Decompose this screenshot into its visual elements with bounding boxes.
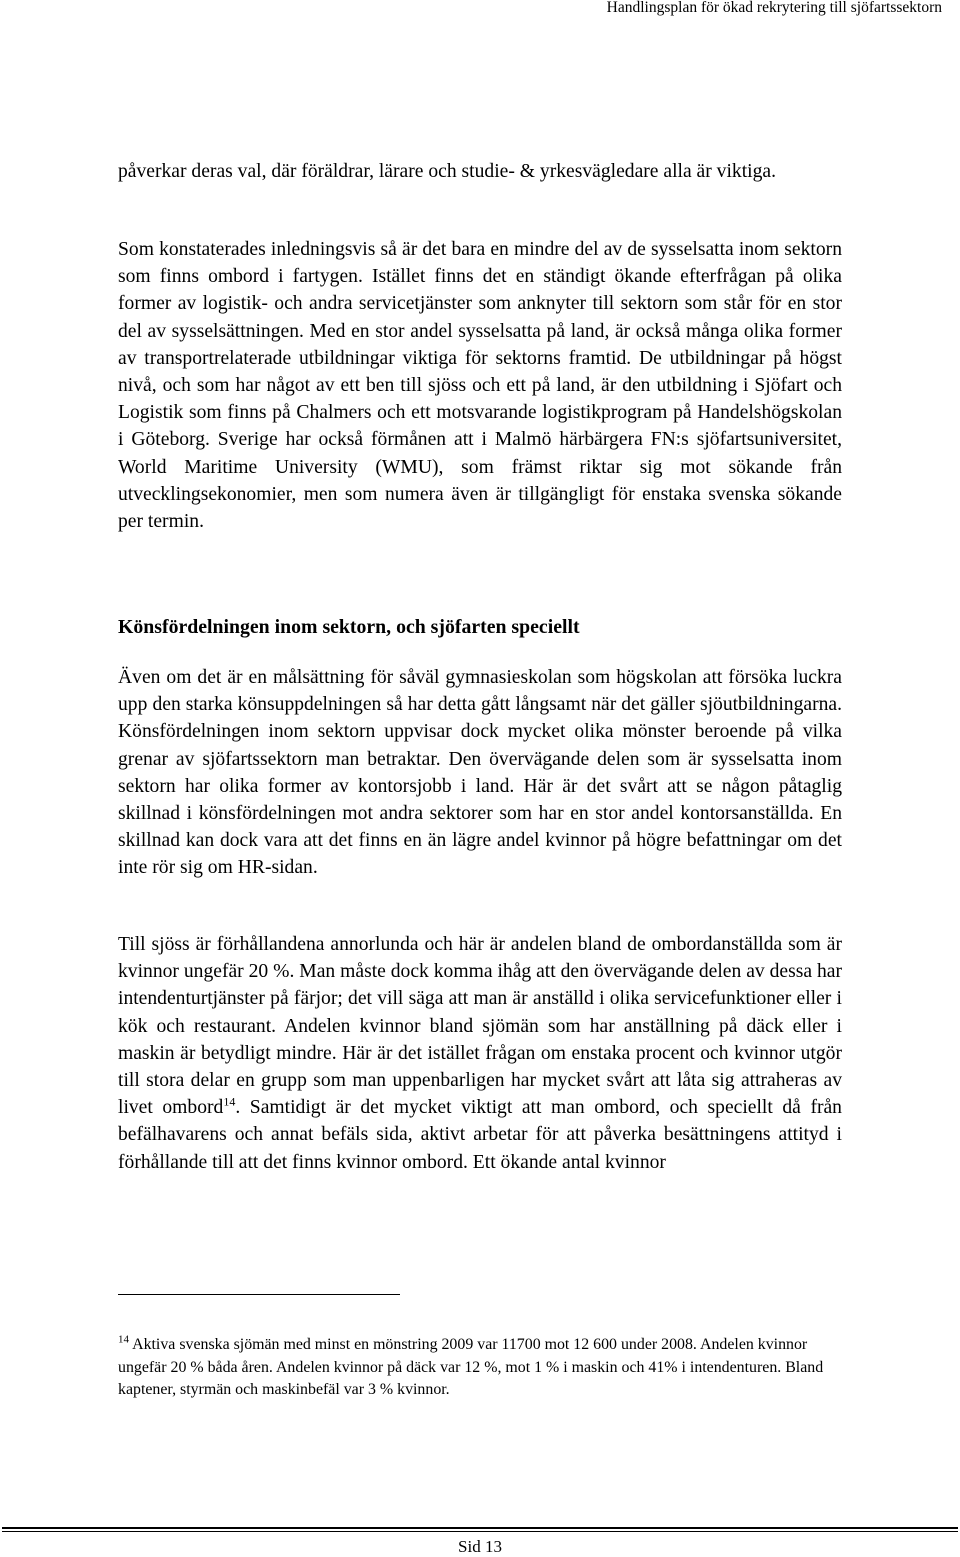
- paragraph-4-text-b: . Samtidigt är det mycket viktigt att man ombord, och speciellt då från befälhavarens och annat befäls sida, aktivt arbetar för att påverka besättningens attityd i förhållande till att det finns kvinnor ombord. Ett ökande antal kvinnor: [118, 1097, 842, 1173]
- paragraph-1: påverkar deras val, där föräldrar, lärare och studie- & yrkesvägledare alla är viktiga.: [118, 161, 776, 182]
- footnote-separator: [118, 1294, 400, 1295]
- footer-rule-thin: [2, 1531, 958, 1532]
- footnote-number: 14: [118, 1333, 129, 1346]
- footnote-reference[interactable]: 14: [223, 1094, 236, 1109]
- footnote: [118, 1334, 842, 1402]
- section-heading: Könsfördelningen inom sektorn, och sjöfarten speciellt: [118, 616, 580, 638]
- paragraph-3: Även om det är en målsättning för såväl gymnasieskolan som högskolan att försöka luckra upp den starka könsuppdelningen så har detta gått långsamt när det gäller sjöutbildningarna. Könsfördelningen inom sektorn uppvisar dock mycket olika mönster beroende på vilka grenar av sjöfartssektorn man betraktar. Den övervägande delen som är sysselsatta inom sektorn har olika former av kontorsjobb i land. Här är det svårt att se någon påtaglig skillnad i könsfördelningen mot andra sektorer som har en stor andel kontorsanställda. En skillnad kan dock vara att det finns en än lägre andel kvinnor på högre befattningar om det inte rör sig om HR-sidan.: [118, 667, 842, 879]
- paragraph-4-text-a: Till sjöss är förhållandena annorlunda och här är andelen bland de ombordanställda som är kvinnor ungefär 20 %. Man måste dock komma ihåg att den övervägande delen av dessa har intendenturtjänster på färjor; det vill säga att man är anställd i olika servicefunktioner eller i kök och restaurant. Andelen kvinnor bland sjömän som har anställning på däck eller i maskin är betydligt mindre. Här är det istället frågan om enstaka procent och kvinnor utgör till stora delar en grupp som man uppenbarligen har mycket svårt att låta sig attraheras av livet ombord: [118, 934, 842, 1119]
- page-number: Sid 13: [458, 1537, 502, 1556]
- footer-rule: [2, 1527, 958, 1529]
- paragraph-4: [118, 931, 842, 1176]
- running-header: Handlingsplan för ökad rekrytering till sjöfartssektorn: [606, 0, 942, 16]
- paragraph-2: Som konstaterades inledningsvis så är det bara en mindre del av de sysselsatta inom sektorn som finns ombord i fartygen. Istället finns det en ständigt ökande efterfrågan på olika former av logistik- och andra servicetjänster som anknyter till sektorn som står för en stor del av sysselsättningen. Med en stor andel sysselsatta på land, är också många olika former av transportrelaterade utbildningar viktiga för sektorns framtid. De utbildningar på högst nivå, och som har något av ett ben till sjöss och ett på land, är den utbildning i Sjöfart och Logistik som finns på Chalmers och ett motsvarande logistikprogram på Handelshögskolan i Göteborg. Sverige har också förmånen att i Malmö härbärgera FN:s sjöfartsuniversitet, World Maritime University (WMU), som främst riktar sig mot sökande från utvecklingsekonomier, men som numera även är tillgängligt för enstaka svenska sökande per termin.: [118, 239, 842, 533]
- footnote-text: Aktiva svenska sjömän med minst en mönstring 2009 var 11700 mot 12 600 under 2008. Andelen kvinnor ungefär 20 % båda åren. Andelen kvinnor på däck var 12 %, mot 1 % i maskin och 41% i intendenturen. Bland kaptener, styrmän och maskinbefäl var 3 % kvinnor.: [118, 1336, 824, 1399]
